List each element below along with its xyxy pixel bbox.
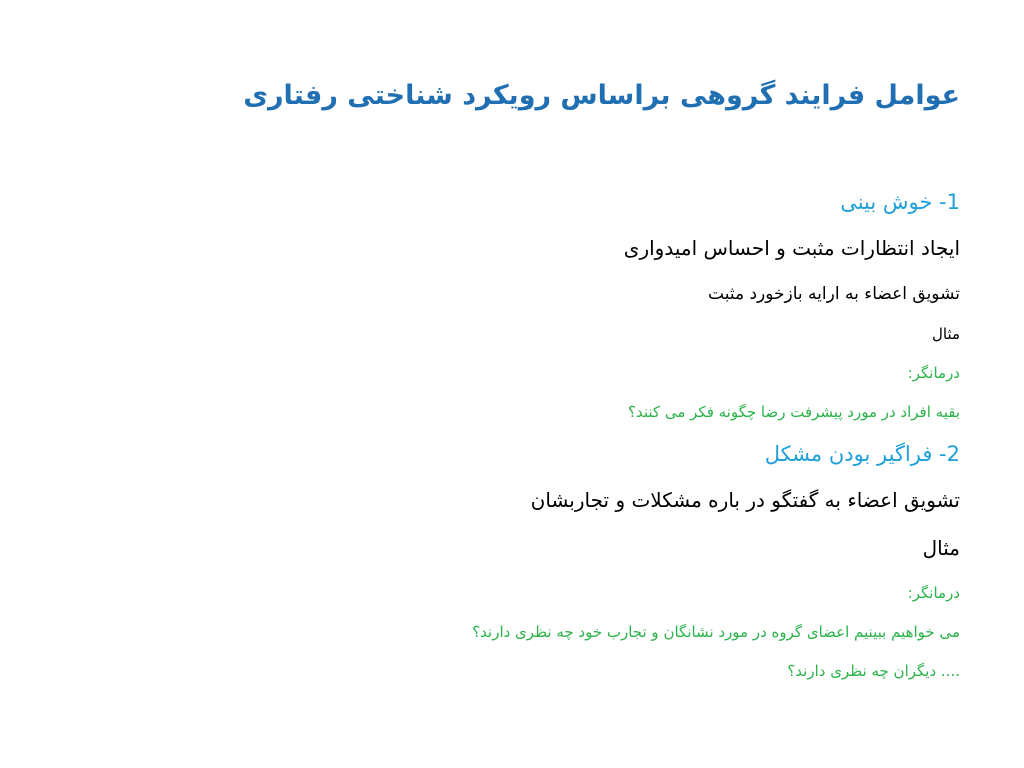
bullet-positive-expectations: ایجاد انتظارات مثبت و احساس امیدواری xyxy=(623,236,960,260)
example-question-2: می خواهیم ببینیم اعضای گروه در مورد نشانگان و تجارب خود چه نظری دارند؟ xyxy=(472,623,960,641)
slide-content xyxy=(60,182,960,693)
heading-optimism: 1- خوش بینی xyxy=(840,190,960,214)
example-label: مثال xyxy=(931,325,960,343)
example-label-2: مثال xyxy=(922,536,960,560)
slide-title: عوامل فرایند گروهی براساس رویکرد شناختی رفتاری xyxy=(243,80,960,111)
bullet-discuss-problems: تشویق اعضاء به گفتگو در باره مشکلات و تجاربشان xyxy=(530,488,960,512)
example-question-3: .... دیگران چه نظری دارند؟ xyxy=(787,662,960,680)
example-question: بقیه افراد در مورد پیشرفت رضا چگونه فکر می کنند؟ xyxy=(628,403,960,421)
heading-universality: 2- فراگیر بودن مشکل xyxy=(764,442,960,466)
bullet-positive-feedback: تشویق اعضاء به ارایه بازخورد مثبت xyxy=(708,284,960,304)
therapist-label-2: درمانگر: xyxy=(907,584,960,602)
therapist-label: درمانگر: xyxy=(907,364,960,382)
